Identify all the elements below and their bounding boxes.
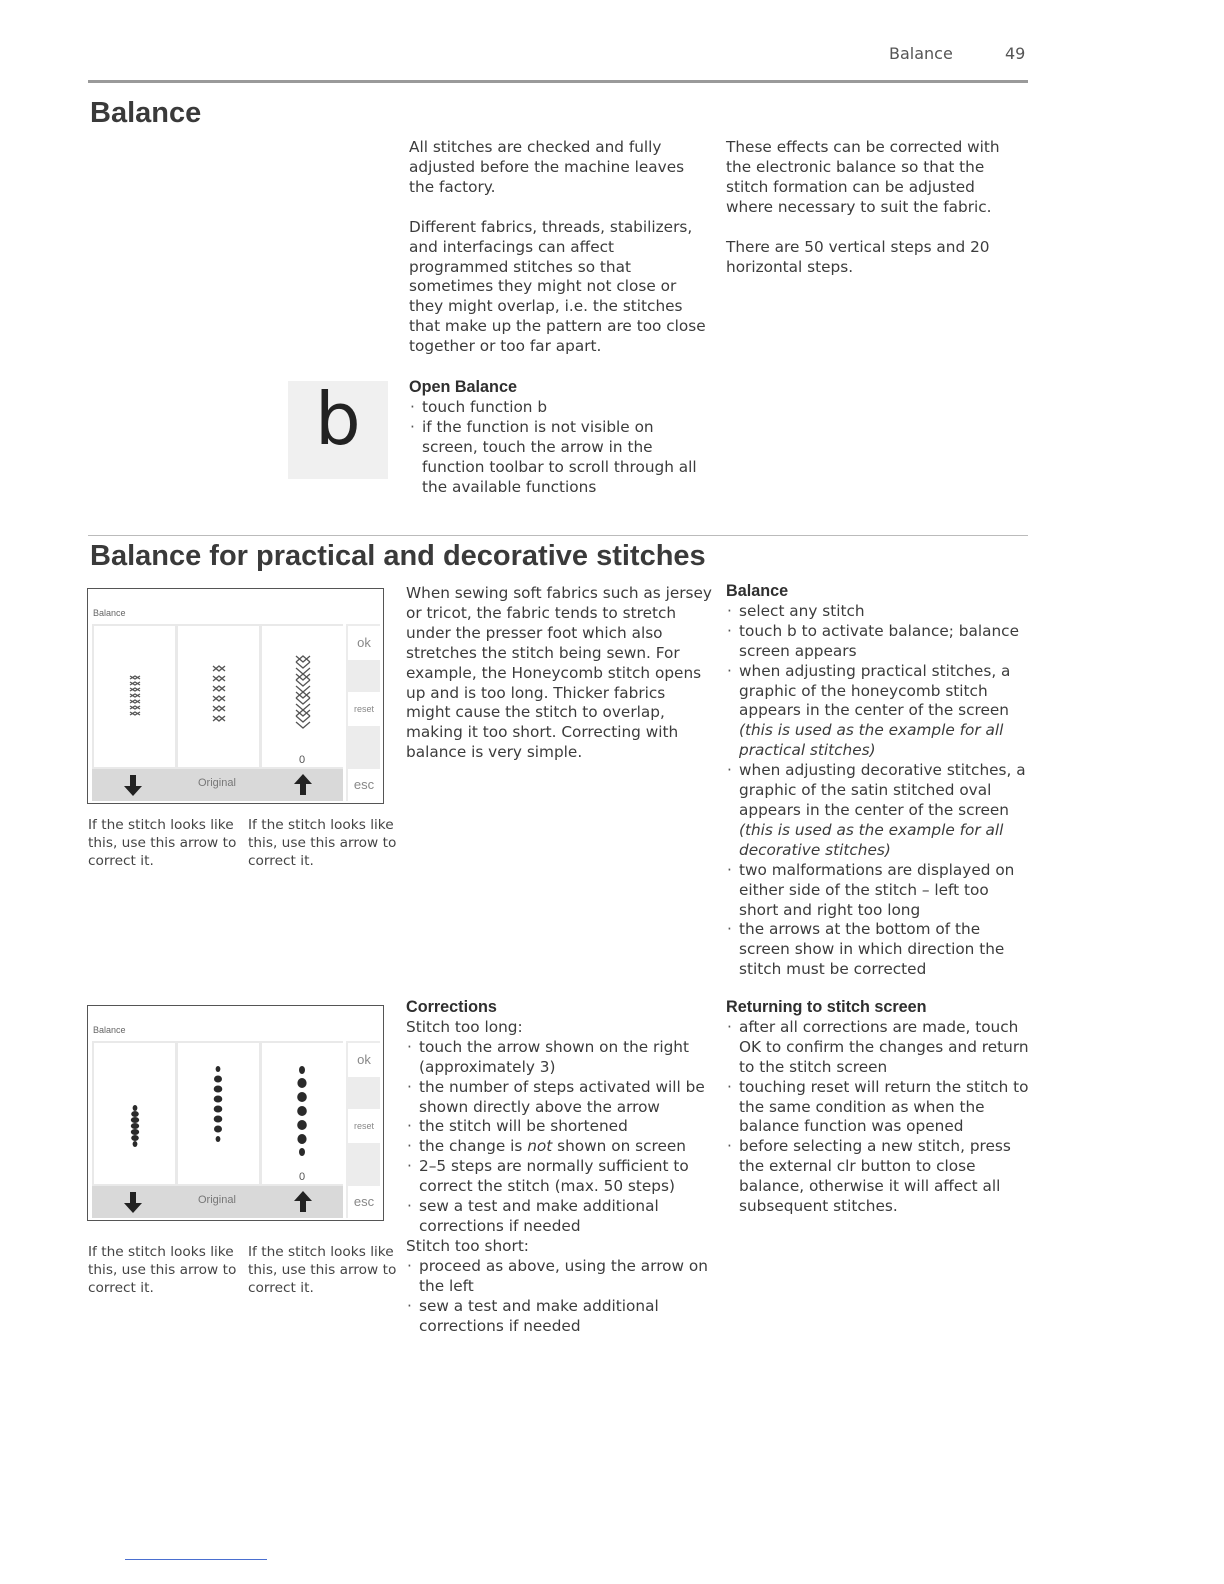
screen-title: Balance <box>93 608 126 618</box>
header-rule <box>88 80 1028 83</box>
balance-screen-honeycomb <box>87 588 384 804</box>
running-header-section: Balance <box>889 44 953 63</box>
corrections-heading: Corrections <box>406 998 497 1016</box>
list-item <box>726 662 1031 762</box>
list-item: · 2–5 steps are normally sufficient to correct the stitch (max. 50 steps) <box>406 1157 712 1197</box>
list-item: · before selecting a new stitch, press the external clr button to close balance, otherwise it will affect all subsequent stitches. <box>726 1137 1031 1217</box>
stitch-too-long-cell <box>262 1043 343 1184</box>
ok-button[interactable]: ok <box>348 626 380 660</box>
stitch-too-long-label: Stitch too long: <box>406 1017 523 1036</box>
balance-heading: Balance <box>726 582 789 600</box>
list-item <box>726 920 1031 980</box>
corrections-block <box>406 998 712 1336</box>
balance-list <box>726 602 1031 980</box>
item-text: select any stitch <box>739 601 865 620</box>
paragraph: All stitches are checked and fully adjusted before the machine leaves the factory. <box>409 138 685 196</box>
honeycomb-long-icon <box>262 626 343 767</box>
satin-oval-long-icon <box>262 1043 343 1184</box>
screen-side-buttons <box>346 624 380 801</box>
open-balance-list <box>409 398 709 498</box>
stitch-too-short-cell <box>94 1043 175 1184</box>
stitch-normal-cell <box>178 626 259 767</box>
caption-right: If the stitch looks like this, use this arrow to correct it. <box>248 1244 397 1297</box>
list-item: · the number of steps activated will be shown directly above the arrow <box>406 1078 712 1118</box>
list-item <box>726 761 1031 861</box>
page-number: 49 <box>1005 44 1026 63</box>
footer-rule <box>125 1559 267 1560</box>
list-item <box>726 861 1031 921</box>
caption-left: If the stitch looks like this, use this arrow to correct it. <box>88 1244 237 1297</box>
stitch-preview-area <box>92 624 343 769</box>
balance-screen-satin-oval <box>87 1005 384 1221</box>
list-item: · touch function b <box>409 398 709 418</box>
screen-title: Balance <box>93 1025 126 1035</box>
section-title-balance: Balance <box>90 97 202 129</box>
intro-column-left <box>409 138 709 377</box>
item-text: when adjusting decorative stitches, a graphic of the satin stitched oval appears in the center of the screen <box>739 761 1026 819</box>
up-arrow-icon[interactable] <box>292 1190 314 1214</box>
list-item: · touch the arrow shown on the right (approximately 3) <box>406 1038 712 1078</box>
stitch-preview-area <box>92 1041 343 1186</box>
stitch-normal-cell <box>178 1043 259 1184</box>
returning-block <box>726 998 1031 1217</box>
list-item <box>406 1137 712 1157</box>
up-arrow-icon[interactable] <box>292 773 314 797</box>
list-item: · the stitch will be shortened <box>406 1117 712 1137</box>
paragraph: These effects can be corrected with the electronic balance so that the stitch formation can be adjusted where necessary to suit the fabric. <box>726 138 1000 216</box>
correction-arrow-bar <box>92 769 343 801</box>
list-item <box>726 602 1031 622</box>
esc-button[interactable]: esc <box>348 769 380 801</box>
stitch-too-long-list <box>406 1038 712 1237</box>
paragraph: Different fabrics, threads, stabilizers, and interfacings can affect programmed stitches so that sometimes they might not close or they might overlap, i.e. the stitches that make up the pattern are too close together or too far apart. <box>409 217 706 356</box>
screen-side-buttons <box>346 1041 380 1218</box>
practical-intro <box>406 584 712 783</box>
list-item: · after all corrections are made, touch OK to confirm the changes and return to the stitch screen <box>726 1018 1031 1078</box>
paragraph: There are 50 vertical steps and 20 horizontal steps. <box>726 237 990 276</box>
caption-right: If the stitch looks like this, use this arrow to correct it. <box>248 817 397 870</box>
esc-button[interactable]: esc <box>348 1186 380 1218</box>
satin-oval-short-icon <box>94 1043 175 1184</box>
list-item: · if the function is not visible on screen, touch the arrow in the function toolbar to scroll through all the available functions <box>409 418 709 498</box>
list-item: · touching reset will return the stitch to the same condition as when the balance function was opened <box>726 1078 1031 1138</box>
correction-arrow-bar <box>92 1186 343 1218</box>
paragraph: When sewing soft fabrics such as jersey or tricot, the fabric tends to stretch under the presser foot which also stretches the stitch being sewn. For example, the Honeycomb stitch opens up and is too long. Thicker fabrics might cause the stitch to overlap, making it too short. Correcting with balance is very simple. <box>406 584 712 762</box>
item-emphasis: not <box>527 1137 553 1156</box>
open-balance-block <box>409 378 709 497</box>
balance-function-icon <box>288 377 388 479</box>
step-counter: 0 <box>299 754 306 766</box>
item-text: shown on screen <box>552 1137 687 1156</box>
returning-list <box>726 1018 1031 1217</box>
down-arrow-icon[interactable] <box>122 773 144 797</box>
balance-steps-block <box>726 582 1031 980</box>
stitch-too-short-list <box>406 1257 712 1337</box>
step-counter: 0 <box>299 1171 306 1183</box>
ok-button[interactable]: ok <box>348 1043 380 1077</box>
item-text: the change is <box>419 1137 528 1156</box>
function-b-letter: b <box>315 377 361 461</box>
item-text: two malformations are displayed on either side of the stitch – left too short and right too long <box>739 860 1015 919</box>
honeycomb-short-icon <box>94 626 175 767</box>
list-item: · sew a test and make additional corrections if needed <box>406 1197 712 1237</box>
item-text: the arrows at the bottom of the screen show in which direction the stitch must be corrected <box>739 920 1005 979</box>
stitch-too-long-cell <box>262 626 343 767</box>
intro-column-right <box>726 138 1026 297</box>
item-note: (this is used as the example for all practical stitches) <box>739 721 1004 760</box>
satin-oval-normal-icon <box>178 1043 259 1184</box>
down-arrow-icon[interactable] <box>122 1190 144 1214</box>
caption-left: If the stitch looks like this, use this arrow to correct it. <box>88 817 237 870</box>
original-label: Original <box>198 1194 236 1206</box>
stitch-too-short-cell <box>94 626 175 767</box>
original-label: Original <box>198 777 236 789</box>
list-item: · proceed as above, using the arrow on the left <box>406 1257 712 1297</box>
reset-button[interactable]: reset <box>348 1109 380 1143</box>
returning-heading: Returning to stitch screen <box>726 998 927 1016</box>
list-item: · sew a test and make additional corrections if needed <box>406 1297 712 1337</box>
section-title-practical-decorative: Balance for practical and decorative stitches <box>90 540 706 572</box>
item-text: touch b to activate balance; balance screen appears <box>739 621 1020 660</box>
item-text: when adjusting practical stitches, a graphic of the honeycomb stitch appears in the center of the screen <box>739 661 1011 720</box>
honeycomb-normal-icon <box>178 626 259 767</box>
list-item <box>726 622 1031 662</box>
stitch-too-short-label: Stitch too short: <box>406 1236 529 1255</box>
reset-button[interactable]: reset <box>348 692 380 726</box>
open-balance-heading: Open Balance <box>409 378 517 396</box>
item-note: (this is used as the example for all decorative stitches) <box>739 820 1004 859</box>
section-divider <box>88 535 1028 536</box>
